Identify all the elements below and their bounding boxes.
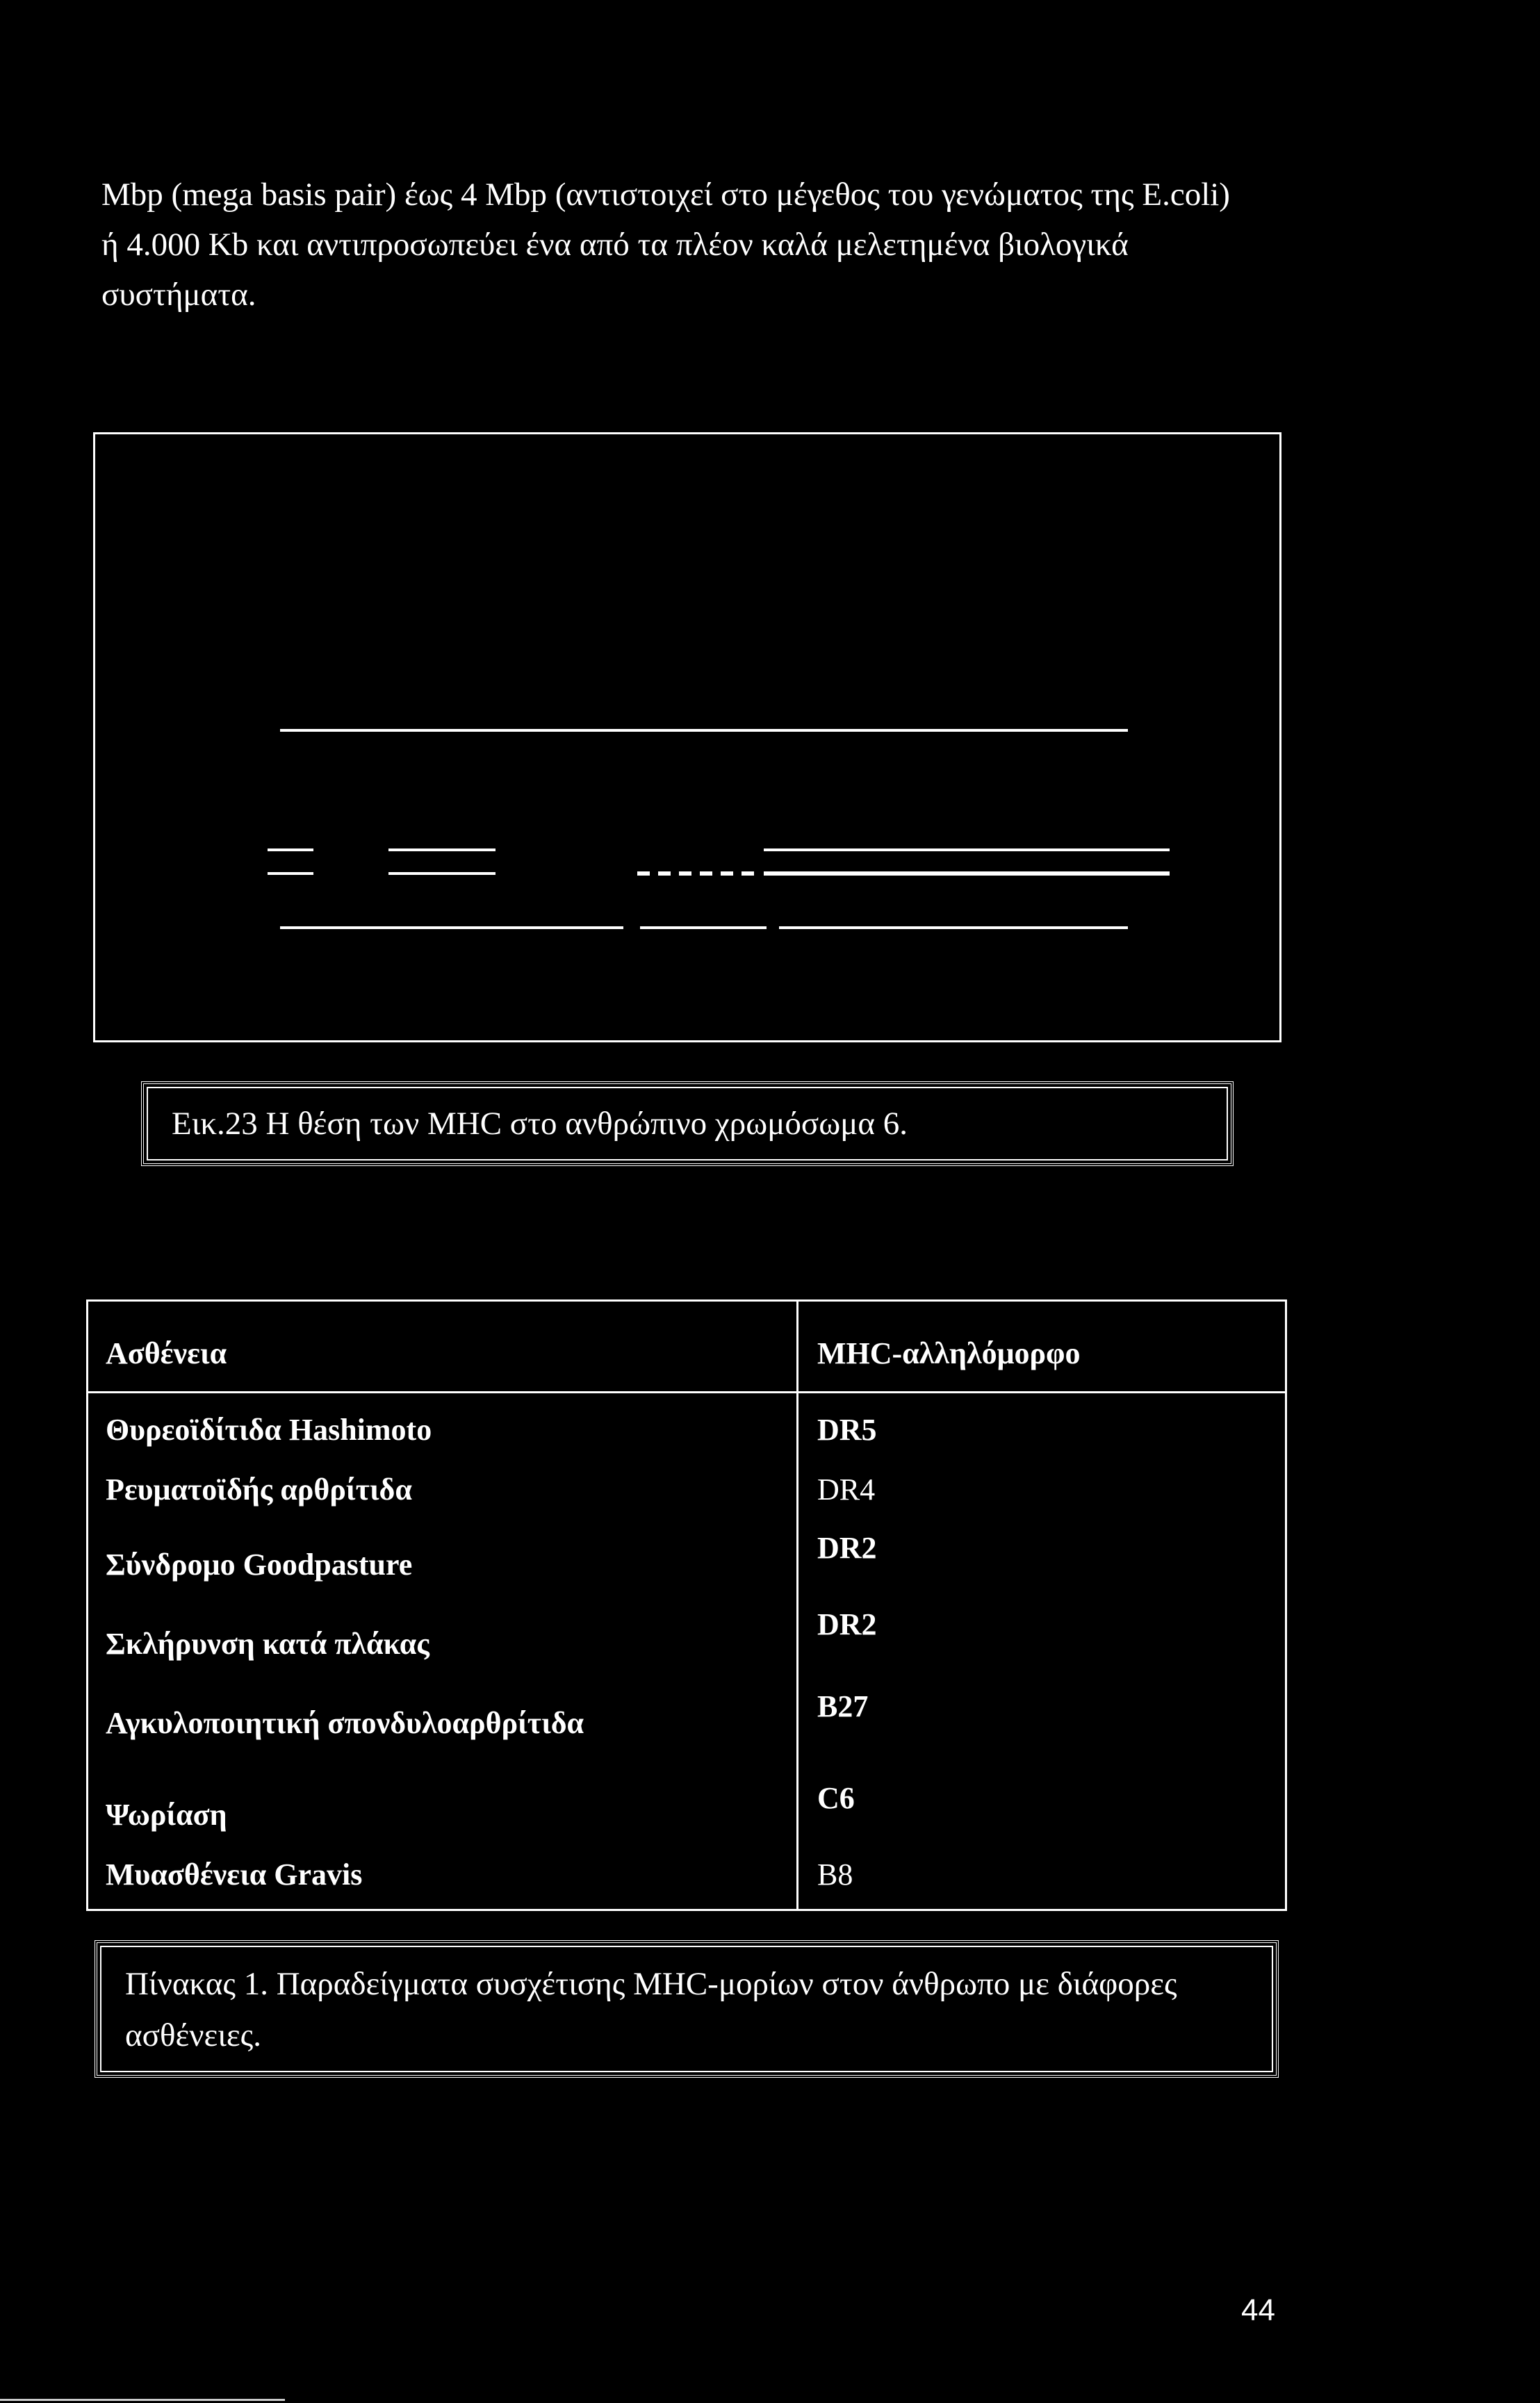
figure-caption-frame (141, 1081, 1234, 1166)
intro-paragraph (101, 170, 1283, 320)
footer-rule (0, 2399, 285, 2401)
table-caption-line-2: ασθένειες. (125, 2017, 261, 2053)
table-caption (125, 1958, 1265, 2061)
row-3-allele: DR2 (817, 1531, 877, 1565)
table-header-divider (86, 1391, 1287, 1393)
row-4-allele: DR2 (817, 1607, 877, 1641)
row-4-disease: Σκλήρυνση κατά πλάκας (106, 1627, 429, 1661)
row-3-disease: Σύνδρομο Goodpasture (106, 1548, 413, 1582)
row-1-allele: DR5 (817, 1413, 877, 1447)
row-6-disease: Ψωρίαση (106, 1798, 227, 1832)
intro-line-2: ή 4.000 Kb και αντιπροσωπεύει ένα από τα πλέον καλά μελετημένα βιολογικά (101, 227, 1129, 263)
intro-line-3: συστήματα. (101, 277, 256, 313)
row-5-allele: B27 (817, 1689, 869, 1723)
table-top-border-right (795, 1299, 1287, 1302)
table-caption-line-1: Πίνακας 1. Παραδείγματα συσχέτισης MHC-μορίων στον άνθρωπο με διάφορες (125, 1966, 1177, 2002)
mhc-disease-table (86, 1299, 1287, 1911)
row-5-disease: Αγκυλοποιητική σπονδυλοαρθρίτιδα (106, 1706, 584, 1740)
table-caption-frame (95, 1940, 1279, 2078)
table-bottom-border (86, 1909, 1287, 1911)
row-2-disease: Ρευματοϊδής αρθρίτιδα (106, 1473, 412, 1507)
row-2-allele: DR4 (817, 1473, 876, 1507)
intro-line-1: Mbp (mega basis pair) έως 4 Mbp (αντιστοιχεί στο μέγεθος του γενώματος της E.coli) (101, 177, 1230, 213)
header-disease: Ασθένεια (106, 1336, 227, 1370)
table-top-border-left (86, 1299, 795, 1302)
row-6-allele: C6 (817, 1781, 855, 1815)
figure-caption: Εικ.23 Η θέση των MHC στο ανθρώπινο χρωμόσωμα 6. (172, 1106, 908, 1142)
mhc-map-illustration (95, 434, 1284, 1044)
mhc-figure (93, 432, 1281, 1042)
row-1-disease: Θυρεοϊδίτιδα Hashimoto (106, 1413, 432, 1447)
row-7-allele: B8 (817, 1857, 853, 1892)
page-number: 44 (1241, 2293, 1275, 2327)
header-allele: MHC-αλληλόμορφο (817, 1336, 1081, 1370)
row-7-disease: Μυασθένεια Gravis (106, 1857, 363, 1892)
